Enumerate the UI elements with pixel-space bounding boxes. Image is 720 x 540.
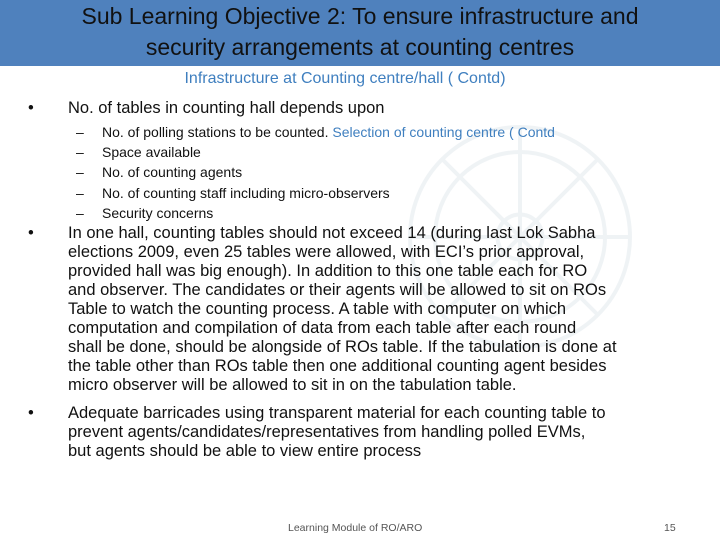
bullet-line: In one hall, counting tables should not exceed 14 (during last Lok Sabha [68, 224, 596, 242]
title-line-1: Sub Learning Objective 2: To ensure infrastructure and [81, 3, 639, 29]
sub-bullet-text: No. of counting agents [102, 164, 243, 181]
sub-bullet-text: No. of counting staff including micro-observers [102, 184, 390, 201]
bullet-line: prevent agents/candidates/representatives from handling polled EVMs, [68, 423, 586, 441]
bullet-line: and observer. The candidates or their agents will be allowed to sit on ROs [68, 281, 607, 299]
sub-bullet-text: Security concerns [102, 204, 214, 221]
bullet-line: computation and compilation of data from each table after each round [68, 319, 577, 337]
slide-subtitle: Infrastructure at Counting centre/hall ( Contd) [184, 70, 506, 87]
sub-bullet-main: No. of polling stations to be counted. [102, 124, 329, 140]
bullet-marker: • [28, 99, 34, 117]
page-number: 15 [664, 522, 676, 534]
sub-bullet-marker: – [76, 144, 84, 161]
bullet-line: Table to watch the counting process. A table with computer on which [68, 300, 567, 318]
bullet-line: but agents should be able to view entire process [68, 442, 422, 460]
bullet-marker: • [28, 224, 34, 242]
bullet-line: the table other than ROs table then one additional counting agent besides [68, 357, 607, 375]
sub-bullet-note: Selection of counting centre ( Contd [332, 124, 555, 140]
bullet-marker: • [28, 404, 34, 422]
sub-bullet-marker: – [76, 164, 84, 181]
sub-bullet-marker: – [76, 124, 84, 140]
footer-text: Learning Module of RO/ARO [288, 522, 423, 534]
bullet-line: elections 2009, even 25 tables were allowed, with ECI’s prior approval, [68, 243, 585, 261]
sub-bullet-text [102, 122, 555, 142]
bullet-text [68, 224, 708, 395]
sub-bullet-text: Space available [102, 144, 201, 161]
title-line-2: security arrangements at counting centres [145, 34, 575, 60]
sub-bullet-marker: – [76, 184, 84, 201]
bullet-line: micro observer will be allowed to sit in on the tabulation table. [68, 376, 517, 394]
bullet-line: Adequate barricades using transparent material for each counting table to [68, 404, 606, 422]
bullet-line: shall be done, should be alongside of ROs table. If the tabulation is done at [68, 338, 617, 356]
bullet-line: No. of tables in counting hall depends upon [68, 99, 385, 117]
slide-title [10, 1, 710, 63]
bullet-line: provided hall was big enough). In addition to this one table each for RO [68, 262, 588, 280]
bullet-text [68, 404, 708, 461]
sub-bullet-marker: – [76, 204, 84, 221]
bullet-text [68, 99, 708, 118]
